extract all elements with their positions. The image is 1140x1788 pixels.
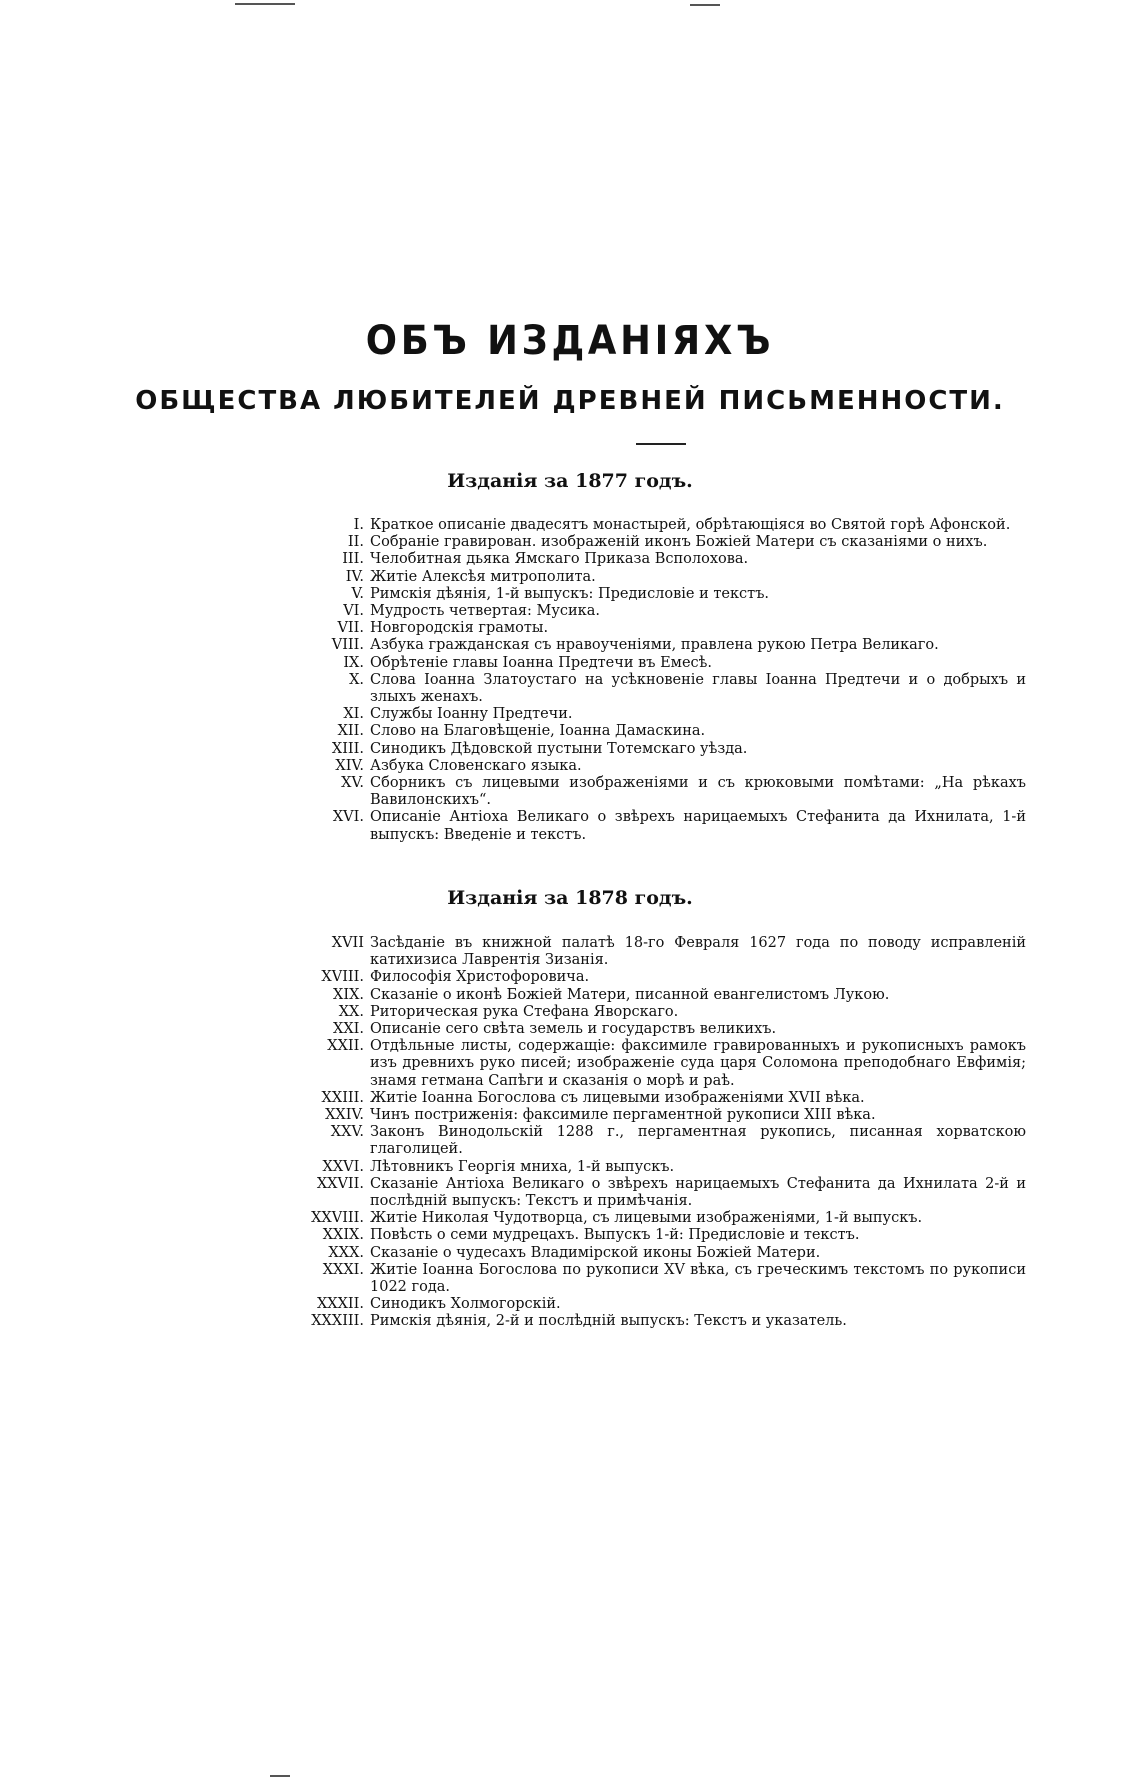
scan-mark-top [235,3,295,5]
list-item [284,1107,1026,1124]
item-text: Краткое описаніе двадесятъ монастырей, обрѣтающіяся во Святой горѣ Афонской. [370,517,1011,533]
list-item [284,637,1026,654]
item-number: IV. [345,568,364,585]
item-number: XV. [341,775,364,792]
list-item [284,741,1026,758]
item-number: XII. [337,723,364,740]
item-text: Римскія дѣянія, 2-й и послѣдній выпускъ: Текстъ и указатель. [370,1313,847,1330]
item-text: Азбука Словенскаго языка. [370,757,582,774]
list-item [284,1296,1026,1313]
item-text: Римскія дѣянія, 1-й выпускъ: Предисловіе и текстъ. [370,585,770,602]
section-heading-1877: Изданія за 1877 годъ. [447,470,693,492]
list-item [284,569,1026,586]
list-item [284,1313,1026,1330]
list-item [284,969,1026,986]
item-text: Описаніе Антіоха Великаго о звѣрехъ нарицаемыхъ Стефанита да Ихнилата, 1-й выпускъ: Введеніе и текстъ. [370,809,1026,843]
list-item [284,603,1026,620]
scan-mark-bottom [270,1775,290,1777]
item-text: Сборникъ съ лицевыми изображеніями и съ крюковыми помѣтами: „На рѣкахъ Вавилонскихъ“. [370,775,1026,809]
list-item [284,1004,1026,1021]
item-number: II. [347,534,364,551]
list-item [284,1245,1026,1262]
item-text: Синодикъ Дѣдовской пустыни Тотемскаго уѣзда. [370,740,748,757]
list-item [284,1124,1026,1158]
list-item [284,534,1026,551]
list-item [284,723,1026,740]
list-item [284,1262,1026,1296]
item-number: XIII. [331,740,364,757]
item-text: Слово на Благовѣщеніе, Іоанна Дамаскина. [370,723,706,740]
list-item [284,586,1026,603]
list-item [284,672,1026,706]
item-text: Житіе Алексѣя митрополита. [370,568,596,585]
list-item [284,1038,1026,1090]
item-text: Житіе Николая Чудотворца, съ лицевыми изображеніями, 1-й выпускъ. [370,1210,923,1227]
list-item [284,620,1026,637]
item-text: Слова Іоанна Златоустаго на усѣкновеніе главы Іоанна Предтечи и о добрыхъ и злыхъ женахъ. [370,671,1026,706]
list-item [284,1159,1026,1176]
item-text: Сказаніе о чудесахъ Владимірской иконы Божіей Матери. [370,1244,821,1261]
item-text: Отдѣльные листы, содержащіе: факсимиле гравированныхъ и рукописныхъ рамокъ изъ древнихъ руко писей; изображеніе суда царя Соломона преподобнаго Евфимія; знамя гетмана Сапѣги и сказанія о морѣ и раѣ. [370,1038,1026,1089]
item-number: XVI. [332,809,364,826]
item-number: XXVII. [316,1175,364,1192]
item-text: Лѣтовникъ Георгія мниха, 1-й выпускъ. [370,1158,675,1175]
item-number: XXI. [333,1021,364,1038]
item-number: XIX. [333,986,364,1003]
list-item [284,551,1026,568]
item-text: Засѣданіе въ книжной палатѣ 18-го Февраля 1627 года по поводу исправленій катихизиса Лаврентія Зизанія. [370,935,1026,969]
item-text: Философія Христофоровича. [370,969,590,986]
item-text: Обрѣтеніе главы Іоанна Предтечи въ Емесѣ. [370,654,713,671]
item-text: Собраніе гравирован. изображеній иконъ Божіей Матери съ сказаніями о нихъ. [370,534,988,551]
list-item [284,809,1026,843]
list-item [284,1021,1026,1038]
item-text: Повѣсть о семи мудрецахъ. Выпускъ 1-й: Предисловіе и текстъ. [370,1227,860,1244]
item-number: XX. [338,1003,364,1020]
list-item [284,987,1026,1004]
page-subtitle: ОБЩЕСТВА ЛЮБИТЕЛЕЙ ДРЕВНЕЙ ПИСЬМЕННОСТИ. [135,386,1005,416]
list-item [284,775,1026,809]
publications-list-1877 [284,517,1026,844]
item-text: Описаніе сего свѣта земель и государствъ великихъ. [370,1021,777,1038]
item-text: Чинъ постриженія: факсимиле пергаментной рукописи XIII вѣка. [370,1107,876,1124]
list-item [284,1227,1026,1244]
list-item [284,517,1026,534]
item-number: XXIII. [321,1089,364,1106]
item-number: V. [351,585,364,602]
list-item [284,1090,1026,1107]
item-number: XXXIII. [311,1313,364,1330]
list-item [284,758,1026,775]
item-number: XVII [331,935,364,951]
item-text: Сказаніе о иконѣ Божіей Матери, писанной евангелистомъ Лукою. [370,986,890,1003]
section-heading-1878: Изданія за 1878 годъ. [447,887,693,909]
item-number: IX. [343,654,364,671]
item-number: XVIII. [321,969,364,986]
item-number: XXXII. [316,1296,364,1313]
item-text: Законъ Винодольскій 1288 г., пергаментная рукопись, писанная хорватскою глаголицей. [370,1124,1026,1158]
item-text: Азбука гражданская съ нравоученіями, правлена рукою Петра Великаго. [370,637,939,654]
title-rule [636,443,686,445]
item-number: VI. [343,603,364,620]
scan-mark-top-right [690,4,720,6]
item-text: Челобитная дьяка Ямскаго Приказа Всполохова. [370,551,749,568]
item-text: Мудрость четвертая: Мусика. [370,603,600,620]
item-number: VII. [337,620,364,637]
item-text: Житіе Іоанна Богослова по рукописи XV вѣка, съ греческимъ текстомъ по рукописи 1022 года. [370,1261,1026,1296]
item-number: VIII. [331,637,364,654]
item-number: XXX. [328,1244,364,1261]
item-number: XIV. [335,757,364,774]
item-text: Сказаніе Антіоха Великаго о звѣрехъ нарицаемыхъ Стефанита да Ихнилата 2-й и послѣдній выпускъ: Текстъ и примѣчанія. [370,1175,1026,1210]
item-number: XXVI. [322,1158,364,1175]
list-item [284,706,1026,723]
item-text: Новгородскія грамоты. [370,620,549,637]
item-text: Житіе Іоанна Богослова съ лицевыми изображеніями XVII вѣка. [370,1089,865,1106]
item-number: XXVIII. [311,1210,364,1227]
item-text: Синодикъ Холмогорскій. [370,1296,561,1313]
item-number: XXII. [327,1038,364,1055]
item-number: I. [353,517,364,533]
list-item [284,1210,1026,1227]
list-item [284,935,1026,969]
item-number: XI. [343,706,364,723]
item-number: XXIX. [322,1227,364,1244]
publications-list-1878 [284,935,1026,1331]
item-number: XXXI. [322,1261,364,1278]
list-item [284,1176,1026,1210]
page-title: ОБЪ ИЗДАНІЯХЪ [365,318,775,364]
item-number: XXV. [330,1124,364,1141]
list-item [284,655,1026,672]
item-number: XXIV. [325,1107,364,1124]
item-number: III. [342,551,364,568]
item-text: Риторическая рука Стефана Яворскаго. [370,1003,679,1020]
item-text: Службы Іоанну Предтечи. [370,706,573,723]
item-number: X. [349,671,364,688]
